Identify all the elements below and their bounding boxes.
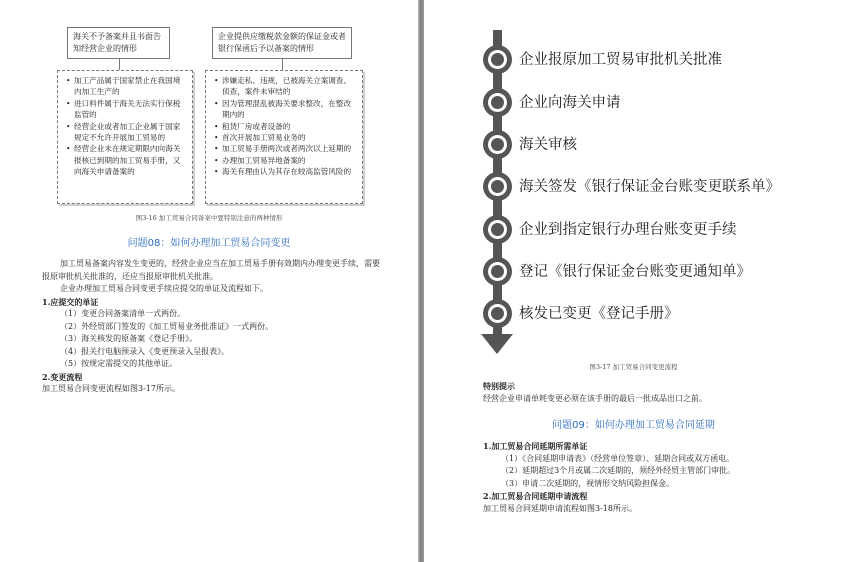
list-item: • 进口料件属于海关无法实行保税监管的 — [66, 98, 181, 120]
doc-item: （4）报关行电脑预录入《变更预录入呈报表》。 — [60, 346, 230, 356]
flow-node-icon — [483, 215, 512, 244]
bullet-icon: • — [214, 167, 219, 177]
list-item: • 海关有理由认为其存在较高监管风险的 — [214, 167, 352, 177]
special-tip — [483, 380, 813, 405]
figure-caption-3-16: 图3-16 加工贸易合同备案中要特别注意的两种情形 — [135, 214, 283, 222]
figure-caption-3-17: 图3-17 加工贸易合同变更流程 — [589, 363, 678, 371]
list-item: • 因为管理混乱被海关要求整改，在整改期内的 — [214, 98, 352, 120]
flow-step-7: 核发已变更《登记手册》 — [519, 306, 679, 322]
paragraph: 加工贸易合同变更流程如图3-17所示。 — [42, 384, 180, 393]
bullet-icon: • — [214, 144, 219, 154]
bullet-icon: • — [214, 155, 219, 165]
flow-step-6: 登记《银行保证金台账变更通知单》 — [519, 264, 751, 280]
flow-node-icon — [483, 45, 512, 74]
flow-node-icon — [483, 130, 512, 159]
paragraph: 加工贸易备案内容发生变更的，经营企业应当在加工贸易手册有效期内办理变更手续，需要报原审批机关批准的，还应当报原审批机关批准。 — [42, 259, 380, 281]
tip-text: 经营企业申请单耗变更必须在该手册的最后一批成品出口之前。 — [483, 393, 707, 403]
callout-reject-filing: 海关不予备案并且书面告知经营企业的情形 — [67, 27, 170, 59]
bullet-icon: • — [66, 76, 71, 85]
list-item: • 加工产品属于国家禁止在我国境内加工生产的 — [66, 76, 181, 97]
bullet-icon: • — [214, 76, 219, 85]
list-item: • 办理加工贸易异地备案的 — [214, 155, 306, 165]
flow-step-3: 海关审核 — [519, 137, 577, 153]
bullet-icon: • — [66, 144, 71, 154]
section-heading-08: 问题08：如何办理加工贸易合同变更 — [127, 238, 291, 249]
bullet-icon: • — [66, 98, 71, 108]
subheading: 1.应提交的单证 — [42, 296, 99, 307]
left-page — [0, 0, 418, 562]
connector-a — [119, 59, 120, 70]
flow-step-1: 企业报原加工贸易审批机关批准 — [519, 52, 722, 68]
subheading: 2.加工贸易合同延期申请流程 — [483, 491, 588, 501]
list-item: • 经营企业未在规定期限内向海关报核已到期的加工贸易手册，又向海关申请备案的 — [66, 144, 181, 177]
doc-item: （5）按规定需提交的其他单证。 — [60, 359, 178, 368]
flow-step-4: 海关签发《银行保证金台账变更联系单》 — [519, 179, 780, 195]
bullet-icon: • — [214, 98, 219, 108]
deposit-conditions-list — [205, 70, 363, 204]
list-item: • 租赁厂房或者设备的 — [214, 121, 291, 131]
list-item: • 加工贸易手册两次或者两次以上延期的 — [214, 144, 352, 154]
list-item: • 首次开展加工贸易业务的 — [214, 133, 306, 143]
reject-conditions-list — [57, 70, 193, 204]
doc-item: （3）申请二次延期的，视情形交纳风险担保金。 — [501, 478, 675, 488]
doc-item: （1）变更合同备案清单一式两份。 — [60, 309, 186, 318]
flow-node-icon — [483, 172, 512, 201]
flow-step-5: 企业到指定银行办理台账变更手续 — [519, 222, 737, 238]
doc-item: （3）海关核发的原备案《登记手册》。 — [60, 334, 198, 343]
paragraph: 加工贸易合同延期申请流程如图3-18所示。 — [483, 503, 637, 513]
flow-node-icon — [483, 299, 512, 328]
tip-title: 特别提示 — [483, 381, 515, 391]
doc-item: （2）外经贸部门签发的《加工贸易业务批准证》一式两份。 — [60, 321, 274, 331]
callout-deposit-filing: 企业提供应缴税款金额的保证金或者银行保函后予以备案的情形 — [212, 27, 352, 59]
bullet-icon: • — [214, 133, 219, 143]
subheading: 2.变更流程 — [42, 371, 83, 382]
list-item: • 经营企业或者加工企业属于国家规定不允许开展加工贸易的 — [66, 121, 181, 143]
doc-item: （2）延期超过3个月或属二次延期的，须经外经贸主管部门审批。 — [501, 466, 736, 475]
bullet-icon: • — [66, 121, 71, 131]
flow-arrow-down-icon — [481, 334, 513, 354]
flow-node-icon — [483, 257, 512, 286]
doc-item: （1）《合同延期申请表》（经营单位签章）、延期合同或双方函电。 — [501, 453, 735, 463]
flow-step-2: 企业向海关申请 — [519, 95, 621, 111]
bullet-icon: • — [214, 121, 219, 131]
left-body-text — [42, 258, 382, 396]
list-item: • 涉嫌走私、违规，已被海关立案调查、侦查，案件未审结的 — [214, 76, 352, 97]
connector-b — [282, 59, 283, 70]
section-heading-09: 问题09：如何办理加工贸易合同延期 — [552, 420, 715, 431]
subheading: 1.加工贸易合同延期所需单证 — [483, 441, 588, 451]
paragraph: 企业办理加工贸易合同变更手续应提交的单证及流程如下。 — [60, 284, 268, 293]
flow-node-icon — [483, 88, 512, 117]
right-body-text — [483, 440, 813, 515]
